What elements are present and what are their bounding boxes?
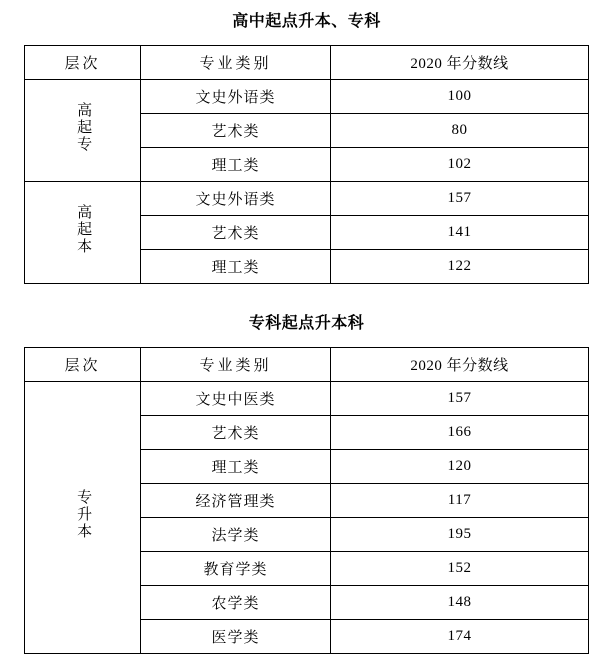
major-cell: 理工类 [141, 250, 331, 284]
score-cell: 100 [331, 80, 589, 114]
table-row [25, 382, 589, 416]
level-label: 高起本 [75, 204, 92, 256]
score-cell: 148 [331, 586, 589, 620]
score-cell: 117 [331, 484, 589, 518]
score-cell: 141 [331, 216, 589, 250]
score-cell: 122 [331, 250, 589, 284]
major-cell: 文史中医类 [141, 382, 331, 416]
level-cell-zhuanshengben [25, 382, 141, 654]
score-cell: 120 [331, 450, 589, 484]
score-table-2 [24, 347, 589, 654]
score-cell: 80 [331, 114, 589, 148]
major-cell: 经济管理类 [141, 484, 331, 518]
score-cell: 157 [331, 182, 589, 216]
score-cell: 195 [331, 518, 589, 552]
major-cell: 艺术类 [141, 216, 331, 250]
header-major: 专业类别 [141, 348, 331, 382]
table-row [25, 80, 589, 114]
score-cell: 174 [331, 620, 589, 654]
table-header-row [25, 46, 589, 80]
major-cell: 农学类 [141, 586, 331, 620]
major-cell: 理工类 [141, 450, 331, 484]
major-cell: 理工类 [141, 148, 331, 182]
header-level: 层次 [25, 46, 141, 80]
header-level: 层次 [25, 348, 141, 382]
score-cell: 102 [331, 148, 589, 182]
major-cell: 艺术类 [141, 416, 331, 450]
major-cell: 文史外语类 [141, 80, 331, 114]
score-cell: 157 [331, 382, 589, 416]
section-title-1: 高中起点升本、专科 [232, 13, 381, 30]
major-cell: 教育学类 [141, 552, 331, 586]
major-cell: 艺术类 [141, 114, 331, 148]
section-title-2: 专科起点升本科 [248, 315, 365, 332]
header-major: 专业类别 [141, 46, 331, 80]
level-label: 专升本 [75, 489, 92, 541]
score-cell: 166 [331, 416, 589, 450]
table-row [25, 182, 589, 216]
header-score: 2020 年分数线 [331, 46, 589, 80]
header-score: 2020 年分数线 [331, 348, 589, 382]
major-cell: 法学类 [141, 518, 331, 552]
score-cell: 152 [331, 552, 589, 586]
level-label: 高起专 [75, 102, 92, 154]
table-header-row [25, 348, 589, 382]
major-cell: 文史外语类 [141, 182, 331, 216]
score-table-1 [24, 45, 589, 284]
major-cell: 医学类 [141, 620, 331, 654]
level-cell-gaoqizhuan [25, 80, 141, 182]
level-cell-gaoqiben [25, 182, 141, 284]
